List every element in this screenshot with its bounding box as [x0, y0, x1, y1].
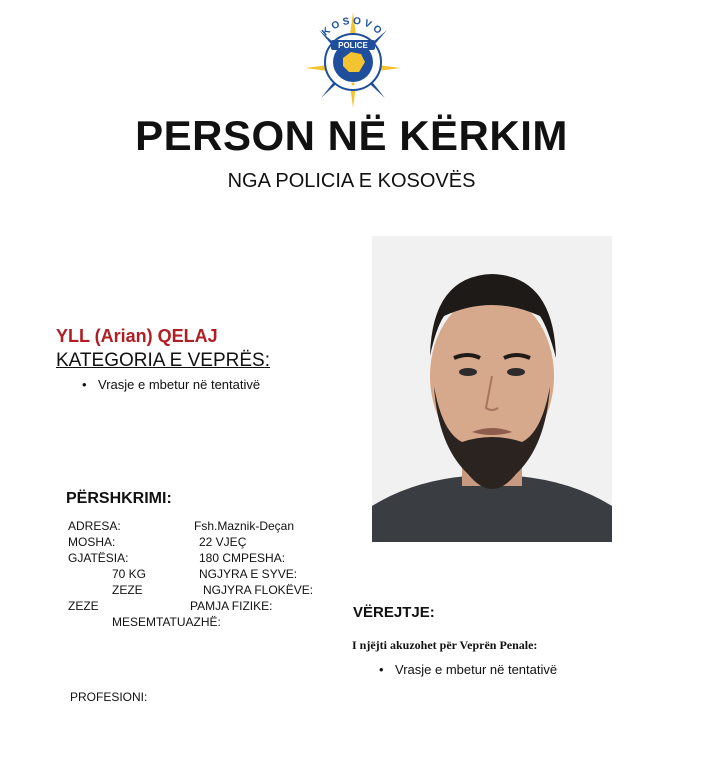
address-value: Fsh.Maznik-Deçan — [194, 519, 295, 533]
appearance-value: MESEMTATUAZHË: — [112, 615, 221, 629]
appearance-label: PAMJA FIZIKE: — [190, 599, 273, 613]
list-item: • Vrasje e mbetur në tentativë — [78, 377, 260, 392]
eye-color-value: ZEZE — [112, 583, 143, 597]
address-label: ADRESA: — [68, 519, 121, 533]
offense-category-list — [78, 377, 260, 392]
age-value: 22 VJEÇ — [199, 535, 247, 549]
eye-color-label: NGJYRA E SYVE: — [199, 567, 298, 581]
remarks-list — [375, 662, 557, 677]
logo-ring-text: KOSOVO — [320, 15, 386, 39]
remarks-heading: VËREJTJE: — [353, 604, 435, 621]
age-label: MOSHA: — [68, 535, 116, 549]
description-heading: PËRSHKRIMI: — [66, 490, 172, 507]
page-title: PERSON NË KËRKIM — [135, 112, 568, 159]
suspect-name: YLL (Arian) QELAJ — [56, 326, 218, 346]
list-item: • Vrasje e mbetur në tentativë — [375, 662, 557, 677]
weight-value: 70 KG — [112, 567, 147, 581]
hair-color-value: ZEZE — [68, 599, 99, 613]
suspect-photo — [372, 236, 612, 542]
logo-banner-text: POLICE — [338, 41, 368, 50]
page-subtitle: NGA POLICIA E KOSOVËS — [227, 170, 476, 192]
offense-category-heading: KATEGORIA E VEPRËS: — [56, 350, 270, 371]
kosovo-police-logo — [303, 10, 403, 110]
height-value: 180 CMPESHA: — [199, 551, 286, 565]
height-label: GJATËSIA: — [68, 551, 129, 565]
remarks-text: I njëjti akuzohet për Veprën Penale: — [352, 638, 538, 652]
hair-color-label: NGJYRA FLOKËVE: — [203, 583, 314, 597]
profession-label: PROFESIONI: — [70, 690, 148, 704]
